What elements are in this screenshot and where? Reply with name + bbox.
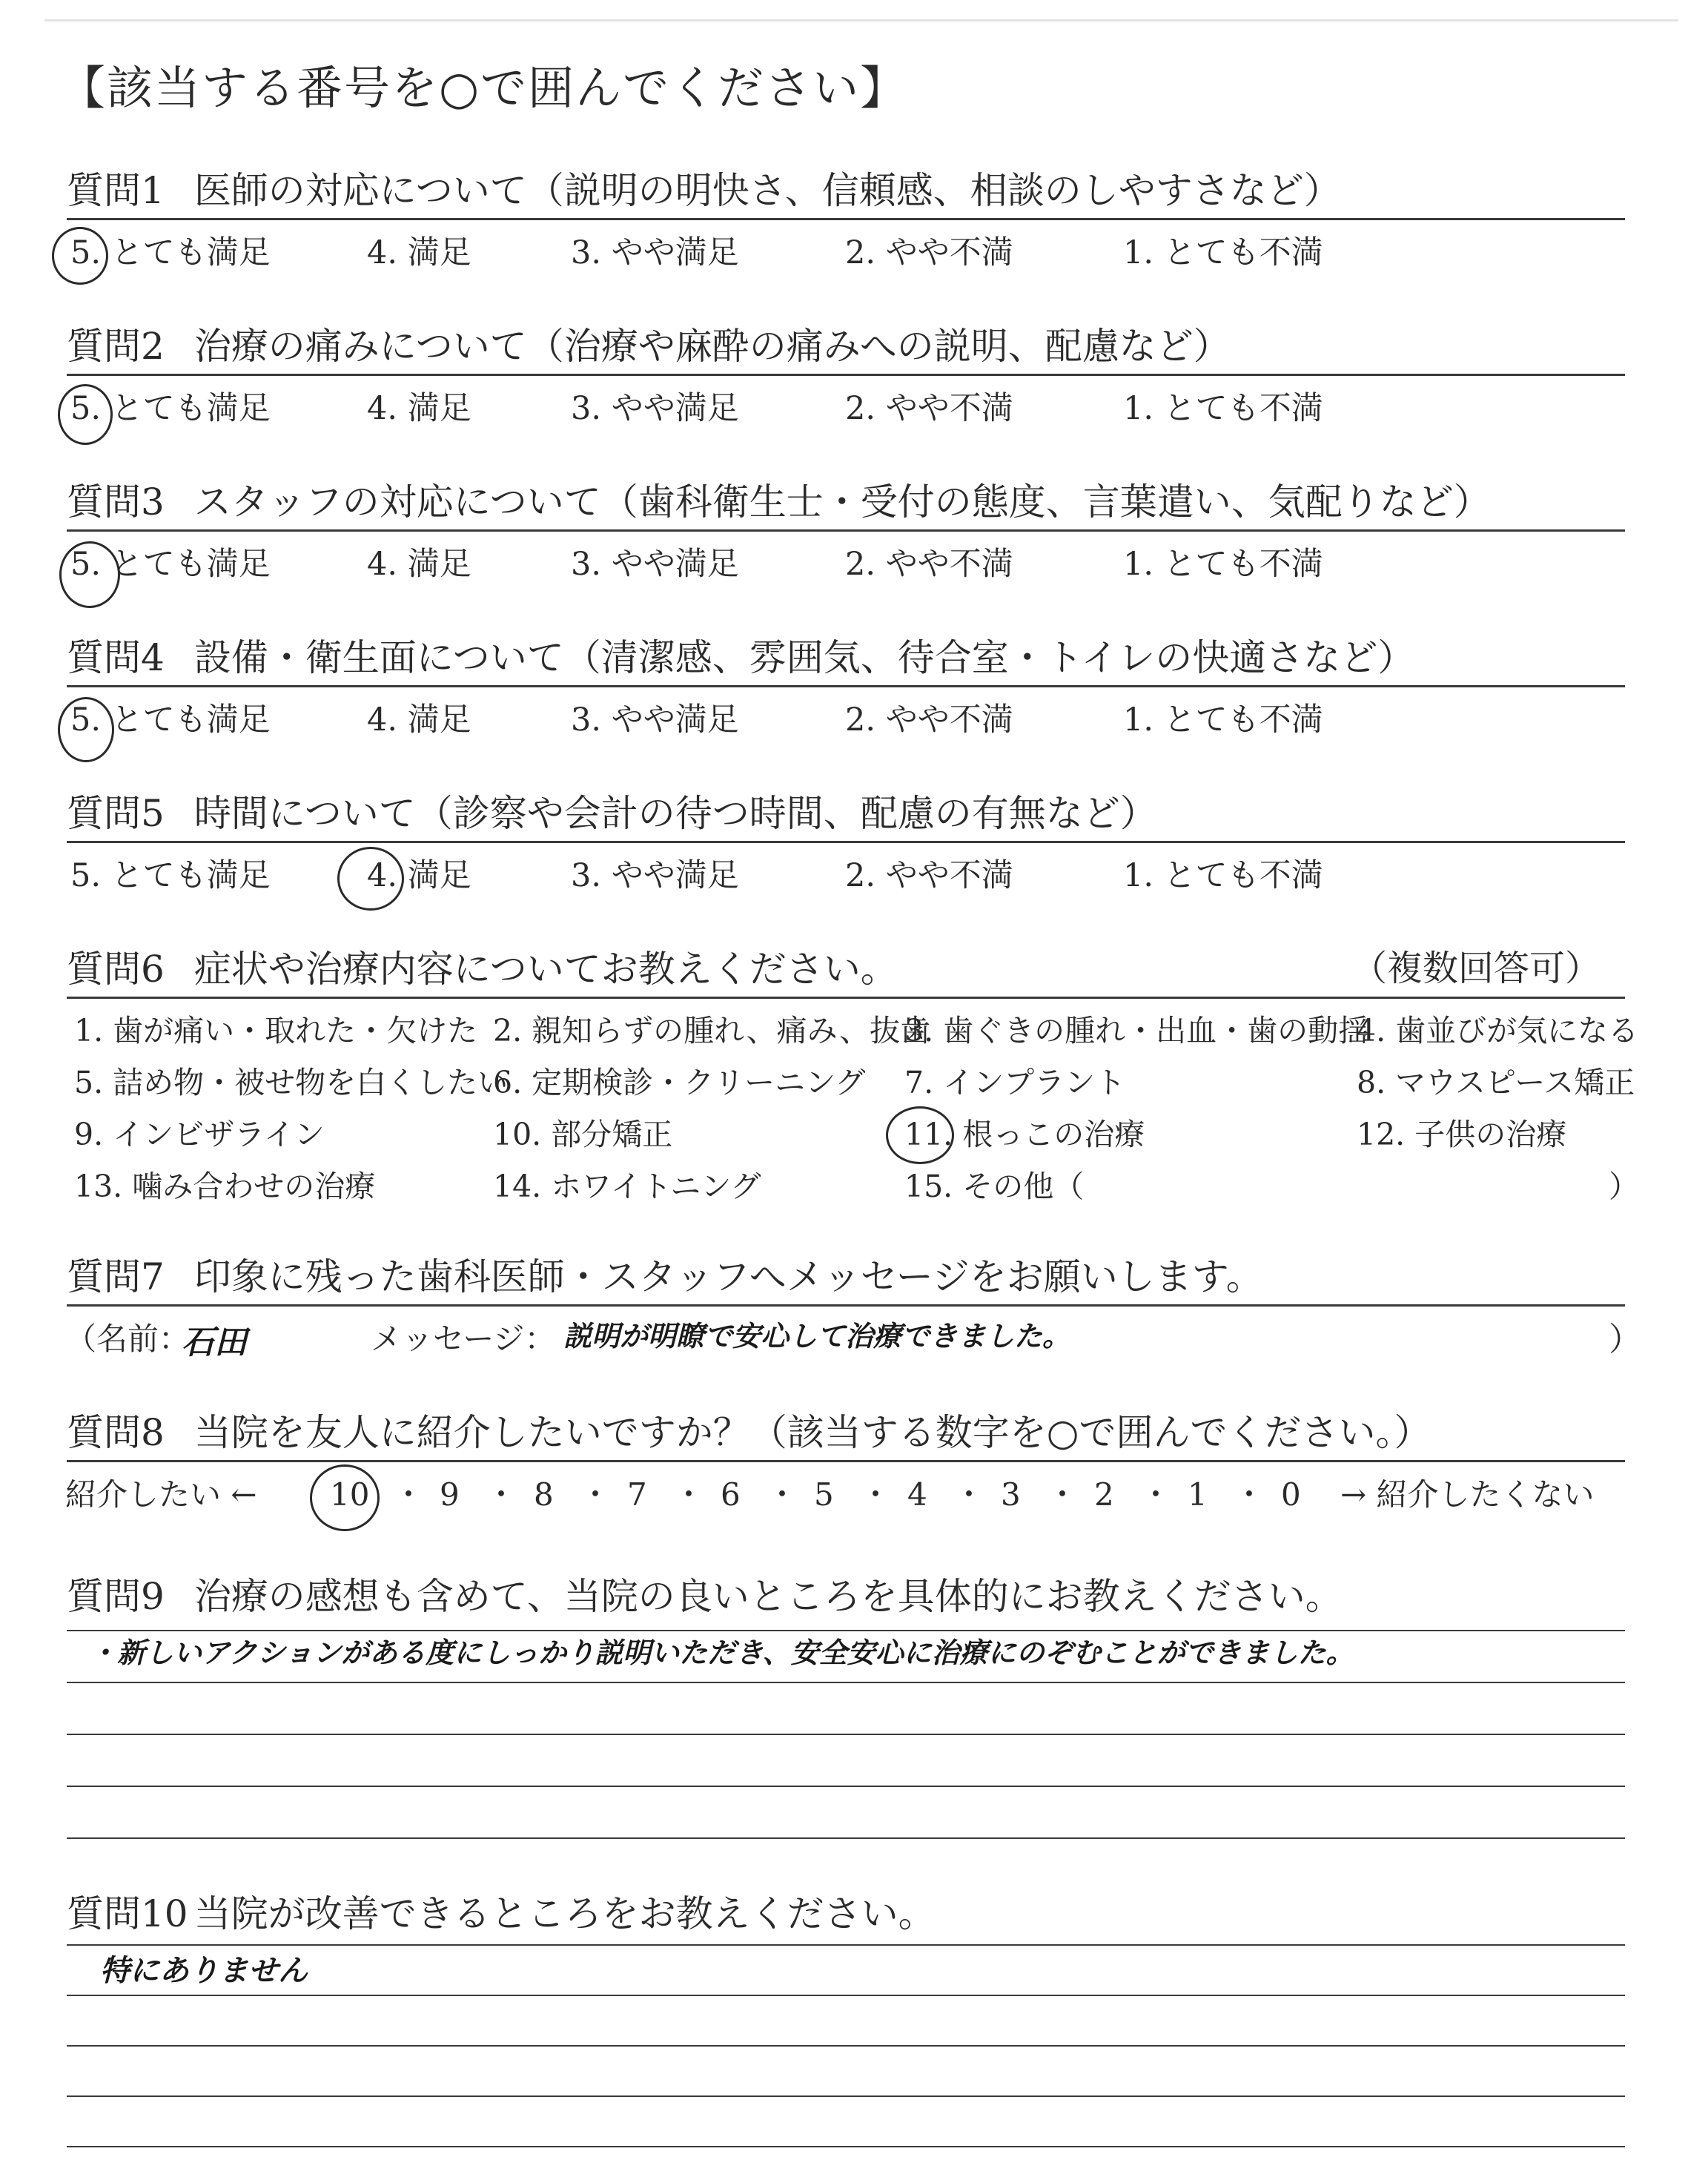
q7-message-label: メッセージ： [371, 1321, 556, 1357]
question-4-rule [67, 685, 1625, 687]
q2-option-1[interactable]: 1. とても不満 [1123, 390, 1323, 427]
q6-item-8[interactable]: 8. マウスピース矯正 [1357, 1065, 1635, 1100]
q8-scale-2[interactable]: 2 [1094, 1476, 1114, 1513]
q8-scale-10[interactable]: 10 [330, 1476, 370, 1513]
q8-dot: ・ [486, 1476, 517, 1513]
question-9-number: 質問9 [67, 1575, 165, 1618]
q8-scale-8[interactable]: 8 [534, 1476, 554, 1513]
q8-dot: ・ [1047, 1476, 1079, 1513]
question-8-number: 質問8 [67, 1411, 165, 1454]
q8-dot: ・ [1140, 1476, 1172, 1513]
q8-scale-3[interactable]: 3 [1001, 1476, 1021, 1513]
q5-option-1[interactable]: 1. とても不満 [1123, 857, 1323, 894]
top-border [44, 19, 1678, 22]
q8-selection-circle [310, 1464, 380, 1531]
question-1-heading [67, 169, 1341, 212]
q2-option-5[interactable]: 5. とても満足 [70, 390, 271, 427]
q6-item-15-close: ） [1609, 1169, 1639, 1204]
q9-line [67, 1630, 1625, 1631]
question-7-number: 質問7 [67, 1255, 165, 1298]
q6-item-2[interactable]: 2. 親知らずの腫れ、痛み、抜歯 [493, 1013, 931, 1048]
q2-option-4[interactable]: 4. 満足 [367, 390, 471, 427]
q8-dot: ・ [953, 1476, 985, 1513]
q9-line [67, 1837, 1625, 1839]
q1-selection-circle [52, 227, 108, 285]
q7-close-paren: ） [1609, 1321, 1641, 1358]
q2-option-2[interactable]: 2. やや不満 [845, 390, 1013, 427]
q2-selection-circle [58, 384, 113, 445]
q4-option-1[interactable]: 1. とても不満 [1123, 701, 1323, 739]
q4-option-3[interactable]: 3. やや満足 [571, 701, 739, 739]
question-8-text: 当院を友人に紹介したいですか？（該当する数字を○で囲んでください。） [193, 1411, 1431, 1454]
q10-line [67, 2095, 1625, 2097]
q8-dot: ・ [580, 1476, 612, 1513]
question-8-rule [67, 1460, 1625, 1462]
q2-option-3[interactable]: 3. やや満足 [571, 390, 739, 427]
q1-option-1[interactable]: 1. とても不満 [1123, 234, 1323, 271]
q4-option-5[interactable]: 5. とても満足 [70, 701, 271, 739]
question-1-text: 医師の対応について（説明の明快さ、信頼感、相談のしやすさなど） [193, 169, 1341, 212]
question-2-number: 質問2 [67, 325, 165, 368]
question-7-rule [67, 1304, 1625, 1307]
q10-line [67, 2146, 1625, 2147]
q3-selection-circle [59, 541, 120, 608]
question-3-number: 質問3 [67, 480, 165, 524]
q6-item-5[interactable]: 5. 詰め物・被せ物を白くしたい [74, 1065, 509, 1100]
q8-dot: ・ [767, 1476, 798, 1513]
question-10-number: 質問10 [67, 1892, 188, 1935]
question-6-rule [67, 997, 1625, 999]
question-5-text: 時間について（診察や会計の待つ時間、配慮の有無など） [193, 792, 1157, 835]
q9-line [67, 1734, 1625, 1735]
q4-option-2[interactable]: 2. やや不満 [845, 701, 1013, 739]
q4-option-4[interactable]: 4. 満足 [367, 701, 471, 739]
q3-option-2[interactable]: 2. やや不満 [845, 546, 1013, 583]
page-title: 【該当する番号を○で囲んでください】 [59, 61, 908, 115]
q6-item-14[interactable]: 14. ホワイトニング [493, 1169, 761, 1204]
q7-name-value[interactable]: 石田 [182, 1324, 247, 1361]
q5-option-3[interactable]: 3. やや満足 [571, 857, 739, 894]
question-10-text: 当院が改善できるところをお教えください。 [193, 1892, 936, 1935]
q6-item-4[interactable]: 4. 歯並びが気になる [1357, 1013, 1639, 1048]
q8-right-label: → 紹介したくない [1340, 1476, 1595, 1513]
question-10-heading [67, 1892, 936, 1935]
q3-option-5[interactable]: 5. とても満足 [70, 546, 271, 583]
question-1-rule [67, 218, 1625, 220]
question-3-heading [67, 480, 1491, 524]
q8-scale-7[interactable]: 7 [627, 1476, 647, 1513]
question-4-heading [67, 636, 1415, 679]
question-5-number: 質問5 [67, 792, 165, 835]
q6-selection-circle [886, 1106, 954, 1164]
q5-option-4[interactable]: 4. 満足 [367, 857, 471, 894]
question-5-rule [67, 841, 1625, 843]
q7-message-value[interactable]: 説明が明瞭で安心して治療できました。 [563, 1320, 1071, 1353]
q6-item-12[interactable]: 12. 子供の治療 [1357, 1117, 1567, 1152]
q5-option-2[interactable]: 2. やや不満 [845, 857, 1013, 894]
q1-option-2[interactable]: 2. やや不満 [845, 234, 1013, 271]
q7-name-label: （名前： [65, 1321, 191, 1357]
q6-item-9[interactable]: 9. インビザライン [74, 1117, 325, 1152]
question-6-text: 症状や治療内容についてお教えください。 [193, 948, 898, 991]
q3-option-4[interactable]: 4. 満足 [367, 546, 471, 583]
q1-option-5[interactable]: 5. とても満足 [70, 234, 271, 271]
question-4-text: 設備・衛生面について（清潔感、雰囲気、待合室・トイレの快適さなど） [193, 636, 1415, 679]
q6-item-7[interactable]: 7. インプラント [904, 1065, 1126, 1100]
q6-item-3[interactable]: 3. 歯ぐきの腫れ・出血・歯の動揺 [904, 1013, 1369, 1048]
q8-scale-4[interactable]: 4 [907, 1476, 927, 1513]
q9-answer[interactable]: ・新しいアクションがある度にしっかり説明いただき、安全安心に治療にのぞむことができました。 [89, 1636, 1354, 1669]
question-8-heading [67, 1411, 1431, 1454]
q6-item-15[interactable]: 15. その他（ [904, 1169, 1085, 1204]
q4-selection-circle [58, 697, 114, 762]
q6-item-11[interactable]: 11. 根っこの治療 [904, 1117, 1145, 1152]
q8-scale-5[interactable]: 5 [814, 1476, 834, 1513]
q8-scale-9[interactable]: 9 [440, 1476, 460, 1513]
question-2-heading [67, 325, 1231, 368]
q8-left-label: 紹介したい ← [65, 1476, 257, 1513]
question-1-number: 質問1 [67, 169, 165, 212]
question-2-text: 治療の痛みについて（治療や麻酔の痛みへの説明、配慮など） [193, 325, 1231, 368]
question-3-rule [67, 529, 1625, 532]
question-7-heading [67, 1255, 1263, 1298]
q8-scale-1[interactable]: 1 [1188, 1476, 1208, 1513]
q8-dot: ・ [860, 1476, 892, 1513]
question-3-text: スタッフの対応について（歯科衛生士・受付の態度、言葉遣い、気配りなど） [193, 480, 1491, 524]
q8-dot: ・ [1234, 1476, 1265, 1513]
q6-item-1[interactable]: 1. 歯が痛い・取れた・欠けた [74, 1013, 478, 1048]
q8-dot: ・ [673, 1476, 705, 1513]
q6-item-13[interactable]: 13. 噛み合わせの治療 [74, 1169, 376, 1204]
q3-option-3[interactable]: 3. やや満足 [571, 546, 739, 583]
question-6-number: 質問6 [67, 948, 165, 991]
q8-dot: ・ [393, 1476, 425, 1513]
question-5-heading [67, 792, 1157, 835]
question-4-number: 質問4 [67, 636, 165, 679]
q5-selection-circle [337, 847, 404, 911]
q1-option-4[interactable]: 4. 満足 [367, 234, 471, 271]
q9-line [67, 1786, 1625, 1787]
question-9-text: 治療の感想も含めて、当院の良いところを具体的にお教えください。 [193, 1575, 1343, 1618]
q3-option-1[interactable]: 1. とても不満 [1123, 546, 1323, 583]
q10-line [67, 1944, 1625, 1946]
question-9-heading [67, 1575, 1343, 1618]
q5-option-5[interactable]: 5. とても満足 [70, 857, 271, 894]
question-6-heading [67, 948, 898, 991]
q1-option-3[interactable]: 3. やや満足 [571, 234, 739, 271]
q8-scale-6[interactable]: 6 [721, 1476, 741, 1513]
q8-scale-0[interactable]: 0 [1281, 1476, 1301, 1513]
q9-line [67, 1682, 1625, 1683]
q6-item-10[interactable]: 10. 部分矯正 [493, 1117, 673, 1152]
q6-item-6[interactable]: 6. 定期検診・クリーニング [493, 1065, 866, 1100]
question-2-rule [67, 374, 1625, 376]
q10-line [67, 2045, 1625, 2047]
question-6-multiple-note: （複数回答可） [1351, 948, 1601, 989]
question-7-text: 印象に残った歯科医師・スタッフへメッセージをお願いします。 [193, 1255, 1263, 1298]
q10-answer[interactable]: 特にありません [100, 1954, 308, 1988]
q10-line [67, 1995, 1625, 1996]
